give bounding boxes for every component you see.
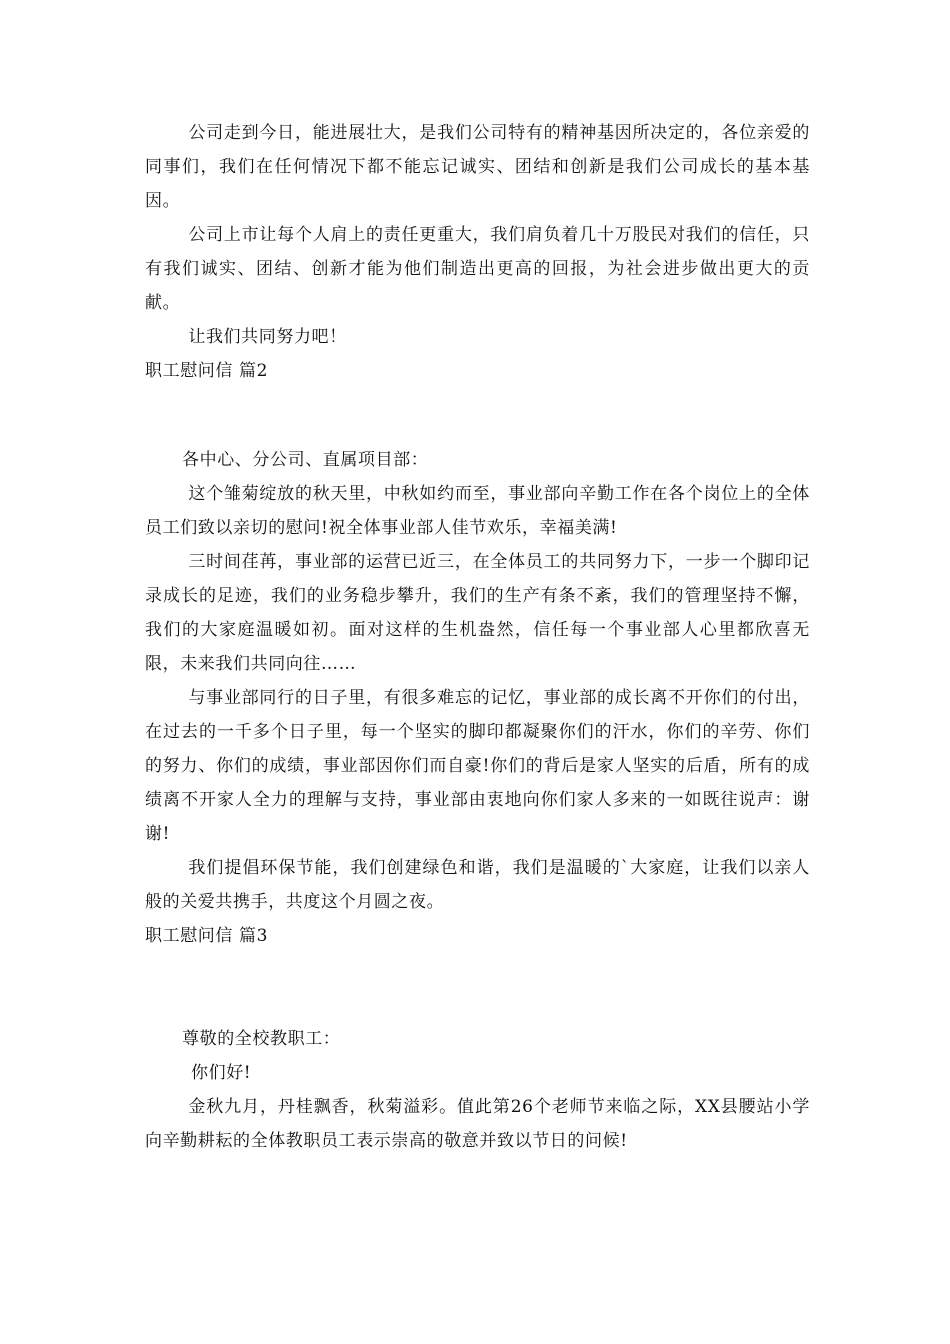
paragraph: 三时间荏苒，事业部的运营已近三，在全体员工的共同努力下，一步一个脚印记录成长的足迹，我们的业务稳步攀升，我们的生产有条不紊，我们的管理坚持不懈，我们的大家庭温暖如初。面对这样的生机盎然，信任每一个事业部人心里都欣喜无限，未来我们共同向往……: [145, 552, 810, 674]
section-heading-3: 职工慰问信 篇3: [145, 926, 269, 946]
section-3: [145, 1022, 810, 1158]
section-2: [145, 443, 810, 953]
greeting: 你们好!: [191, 1063, 252, 1083]
paragraph: 让我们共同努力吧！: [188, 327, 347, 347]
section-heading-2: 职工慰问信 篇2: [145, 361, 269, 381]
paragraph: 金秋九月，丹桂飘香，秋菊溢彩。值此第26个老师节来临之际，XX县腰站小学向辛勤耕耘的全体教职员工表示崇高的敬意并致以节日的问候!: [145, 1097, 810, 1151]
paragraph: 这个雏菊绽放的秋天里，中秋如约而至，事业部向辛勤工作在各个岗位上的全体员工们致以亲切的慰问!祝全体事业部人佳节欢乐，幸福美满!: [145, 484, 810, 538]
paragraph: 公司走到今日，能进展壮大，是我们公司特有的精神基因所决定的，各位亲爱的同事们，我们在任何情况下都不能忘记诚实、团结和创新是我们公司成长的基本基因。: [145, 123, 810, 211]
paragraph: 与事业部同行的日子里，有很多难忘的记忆，事业部的成长离不开你们的付出，在过去的一千多个日子里，每一个坚实的脚印都凝聚你们的汗水，你们的辛劳、你们的努力、你们的成绩，事业部因你们而自豪!你们的背后是家人坚实的后盾，所有的成绩离不开家人全力的理解与支持，事业部由衷地向你们家人多来的一如既往说声：谢谢!: [145, 688, 810, 844]
section-1: [145, 116, 810, 388]
salutation: 尊敬的全校教职工：: [182, 1029, 341, 1049]
paragraph: 我们提倡环保节能，我们创建绿色和谐，我们是温暖的`大家庭，让我们以亲人般的关爱共携手，共度这个月圆之夜。: [145, 858, 810, 912]
paragraph: 公司上市让每个人肩上的责任更重大，我们肩负着几十万股民对我们的信任，只有我们诚实、团结、创新才能为他们制造出更高的回报，为社会进步做出更大的贡献。: [145, 225, 810, 313]
salutation: 各中心、分公司、直属项目部：: [182, 450, 429, 470]
